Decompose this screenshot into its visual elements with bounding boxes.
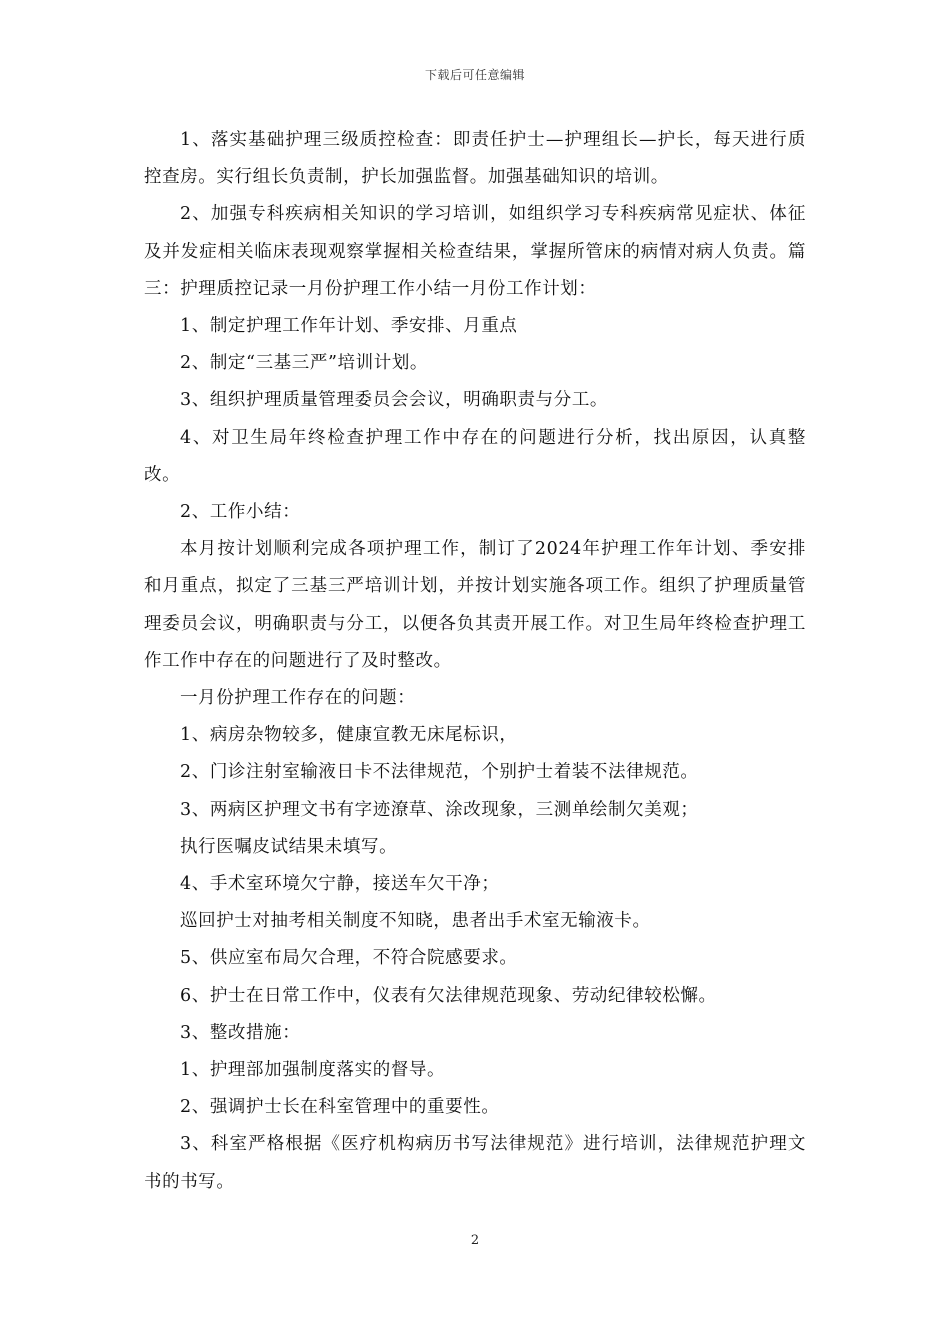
paragraph: 1、制定护理工作年计划、季安排、月重点 [180,316,518,337]
page-number: 2 [470,1233,480,1248]
paragraph: 3、科室严格根据《医疗机构病历书写法律规范》进行培训，法律规范护理文书的书写。 [144,1134,806,1192]
paragraph: 5、供应室布局欠合理，不符合院感要求。 [180,948,518,969]
paragraph: 2、工作小结： [180,502,301,523]
paragraph: 6、护士在日常工作中，仪表有欠法律规范现象、劳动纪律较松懈。 [180,985,717,1006]
page-header: 下载后可任意编辑 [424,68,525,82]
paragraph: 2、加强专科疾病相关知识的学习培训，如组织学习专科疾病常见症状、体征及并发症相关临床表现观察掌握相关检查结果，掌握所管床的病情对病人负责。篇三：护理质控记录一月份护理工作小结一月份工作计划： [144,204,806,299]
paragraph: 3、组织护理质量管理委员会会议，明确职责与分工。 [180,390,609,411]
paragraph: 2、制定“三基三严”培训计划。 [180,353,429,374]
paragraph: 4、对卫生局年终检查护理工作中存在的问题进行分析，找出原因，认真整改。 [144,427,806,485]
document-body [144,122,806,1201]
paragraph: 巡回护士对抽考相关制度不知晓，患者出手术室无输液卡。 [180,911,651,932]
paragraph: 本月按计划顺利完成各项护理工作，制订了2024年护理工作年计划、季安排和月重点，拟定了三基三严培训计划，并按计划实施各项工作。组织了护理质量管理委员会议，明确职责与分工，以便各负其责开展工作。对卫生局年终检查护理工作工作中存在的问题进行了及时整改。 [144,539,806,671]
paragraph: 2、强调护士长在科室管理中的重要性。 [180,1097,500,1118]
paragraph: 2、门诊注射室输液日卡不法律规范，个别护士着装不法律规范。 [180,762,699,783]
paragraph: 1、病房杂物较多，健康宣教无床尾标识， [180,725,518,746]
paragraph: 3、两病区护理文书有字迹潦草、涂改现象，三测单绘制欠美观； [180,799,699,820]
paragraph: 4、手术室环境欠宁静，接送车欠干净； [180,874,500,895]
paragraph: 一月份护理工作存在的问题： [180,688,416,709]
paragraph: 执行医嘱皮试结果未填写。 [180,836,398,857]
paragraph: 1、护理部加强制度落实的督导。 [180,1060,446,1081]
paragraph: 3、整改措施： [180,1022,301,1043]
paragraph: 1、落实基础护理三级质控检查：即责任护士—护理组长—护长，每天进行质控查房。实行组长负责制，护长加强监督。加强基础知识的培训。 [144,130,806,188]
